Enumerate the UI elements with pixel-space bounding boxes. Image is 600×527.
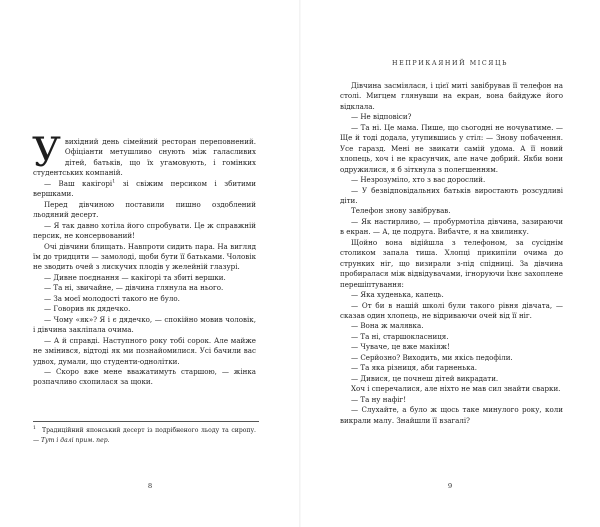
paragraph-text: Телефон знову завібрував.: [351, 206, 451, 216]
paragraph: [33, 367, 256, 388]
paragraph-text: — Серйозно? Виходить, ми якісь педофіли.: [351, 352, 513, 362]
paragraph: [340, 363, 563, 373]
paragraph-text: — За моєї молодості такого не було.: [44, 293, 180, 303]
paragraph-text: — Та яка різниця, аби гарненька.: [351, 363, 478, 373]
paragraph-text: Хоч і сперечалися, але ніхто не мав сил знайти сварки.: [351, 384, 561, 394]
paragraph: [33, 336, 256, 367]
paragraph-text: Очі дівчини блищать. Навпроти сидить пара. На вигляд їм до тридцяти — замолоді, щоби бути її батьками. Чоловік не зводить очей з лискучих плодів у желейній глазурі.: [33, 241, 256, 272]
paragraph: [340, 301, 563, 322]
paragraph: [340, 81, 563, 112]
paragraph: [32, 130, 256, 179]
paragraph: [340, 186, 563, 207]
paragraph-text: зі свіжим персиком і збитими вершками.: [33, 178, 256, 199]
paragraph: [340, 342, 563, 352]
paragraph: [33, 179, 256, 200]
paragraph-text: — Вона ж малявка.: [351, 321, 424, 331]
paragraph-text: Перед дівчиною поставили пишно оздоблений льодяний десерт.: [33, 199, 256, 220]
paragraph: [33, 221, 256, 242]
drop-cap: У: [32, 130, 61, 176]
paragraph-text: — Та ні, звичайне, — дівчина глянула на нього.: [44, 283, 224, 293]
paragraph: [340, 332, 563, 342]
paragraph-text: — Та ну нафіг!: [351, 394, 407, 404]
paragraph-text: — Та ні, старшокласниця.: [351, 331, 449, 341]
paragraph-text: — Дивне поєднання — какігорі та збиті вершки.: [44, 272, 226, 282]
left-page-text: [32, 130, 256, 388]
paragraph-text: — Скоро вже мене вважатимуть старшою, — жінка розпачливо схопилася за щоки.: [33, 366, 256, 387]
paragraph-text: — У безвідповідальних батьків виростають розсудливі діти.: [340, 185, 563, 205]
paragraph-text: — Чуваче, це вже макіяж!: [351, 342, 450, 352]
paragraph-text: — Чому «як»? Я і є дядечко, — спокійно мовив чоловік, і дівчина закліпала очима.: [33, 314, 256, 335]
paragraph: [340, 175, 563, 185]
paragraph-text: Дівчина засміялася, і цієї миті завібрував її телефон на столі. Мигцем глянувши на екран, вона байдуже його відклала.: [340, 81, 563, 111]
paragraph: [340, 112, 563, 122]
footnote-translator-note: Тут і далі прим. пер.: [41, 436, 110, 444]
paragraph: [340, 290, 563, 300]
paragraph: [33, 294, 256, 304]
paragraph: [33, 283, 256, 293]
paragraph-text: — Ваш какігорі: [44, 178, 113, 188]
paragraph: [340, 217, 563, 238]
paragraph-text: — Слухайте, а було ж щось таке минулого року, коли викрали малу. Знайшли її взагалі?: [340, 405, 563, 425]
paragraph-text: — Незрозуміло, хто з вас дорослий.: [351, 175, 486, 185]
footnote-reference: 1: [112, 179, 116, 185]
right-page-text: [340, 81, 563, 426]
paragraph-text: Щойно вона відійшла з телефоном, за сусіднім столиком запала тиша. Хлопці прикипіли очима до струнких ніг, що визирали з-під спідниці. За дівчина пробиралася між відвідувачами, ігноруючи їхнє захоплене перешіптування:: [340, 237, 563, 289]
paragraph: [340, 206, 563, 216]
page-number-left: 8: [147, 482, 153, 490]
paragraph: [340, 321, 563, 331]
right-page: [300, 0, 600, 527]
footnote-rule: [33, 421, 259, 422]
paragraph: [33, 273, 256, 283]
paragraph: [340, 353, 563, 363]
footnote: 1 Традиційний японський десерт із подрібненого льоду та сиропу. — Тут і далі прим. пер.: [33, 425, 256, 444]
paragraph: [340, 238, 563, 290]
page-number-right: 9: [447, 482, 453, 490]
running-head: НЕПРИКАЯНИЙ МІСЯЦЬ: [392, 60, 508, 67]
paragraph-text: — Як настирливо, — пробурмотіла дівчина, зазираючи в екран. — А, це подруга. Вибачте, я на хвилинку.: [340, 216, 563, 237]
paragraph-text: — А й справді. Наступного року тобі сорок. Але майже не змінився, відтоді як ми познайомилися. Усі бачили вас удвох, думали, що студенти-однолітки.: [33, 335, 256, 366]
paragraph: [340, 374, 563, 384]
paragraph: [340, 405, 563, 426]
paragraph-text: — Яка худенька, капець.: [351, 290, 444, 300]
paragraph-text: вихідний день сімейний ресторан переповнений. Офіціанти метушливо снують між галасливих дітей, батьків, що їх угамовують, і гомінких студентських компаній.: [33, 137, 256, 178]
paragraph-text: — Говорив як дядечко.: [44, 304, 131, 314]
paragraph: [340, 395, 563, 405]
paragraph-text: — Не відповіси?: [351, 112, 412, 122]
paragraph: [33, 315, 256, 336]
paragraph-text: — От би в нашій школі були такого рівня дівчата, — сказав один хлопець, не відриваючи очей від її ніг.: [340, 300, 563, 320]
paragraph-text: — Я так давно хотіла його спробувати. Це ж справжній персик, не консервований!: [33, 220, 256, 241]
footnote-text: Традиційний японський десерт із подрібненого льоду та сиропу. —: [33, 427, 256, 444]
paragraph: [340, 384, 563, 394]
paragraph: [33, 242, 256, 273]
paragraph-text: — Дивися, це почнеш дітей викрадати.: [351, 373, 499, 383]
paragraph: [33, 200, 256, 221]
paragraph-text: — Та ні. Це мама. Пише, що сьогодні не ночуватиме. — Ще й тоді додала, утупившись у стіл: — Знову побачення. Усе гаразд. Мені не звикати самій удома. А її новий хлопець, хоч і не красунчик, але наче добрий. Якби вони одружилися, я б зітхнула з полегшенням.: [340, 122, 563, 174]
paragraph: [33, 304, 256, 314]
paragraph: [340, 123, 563, 175]
